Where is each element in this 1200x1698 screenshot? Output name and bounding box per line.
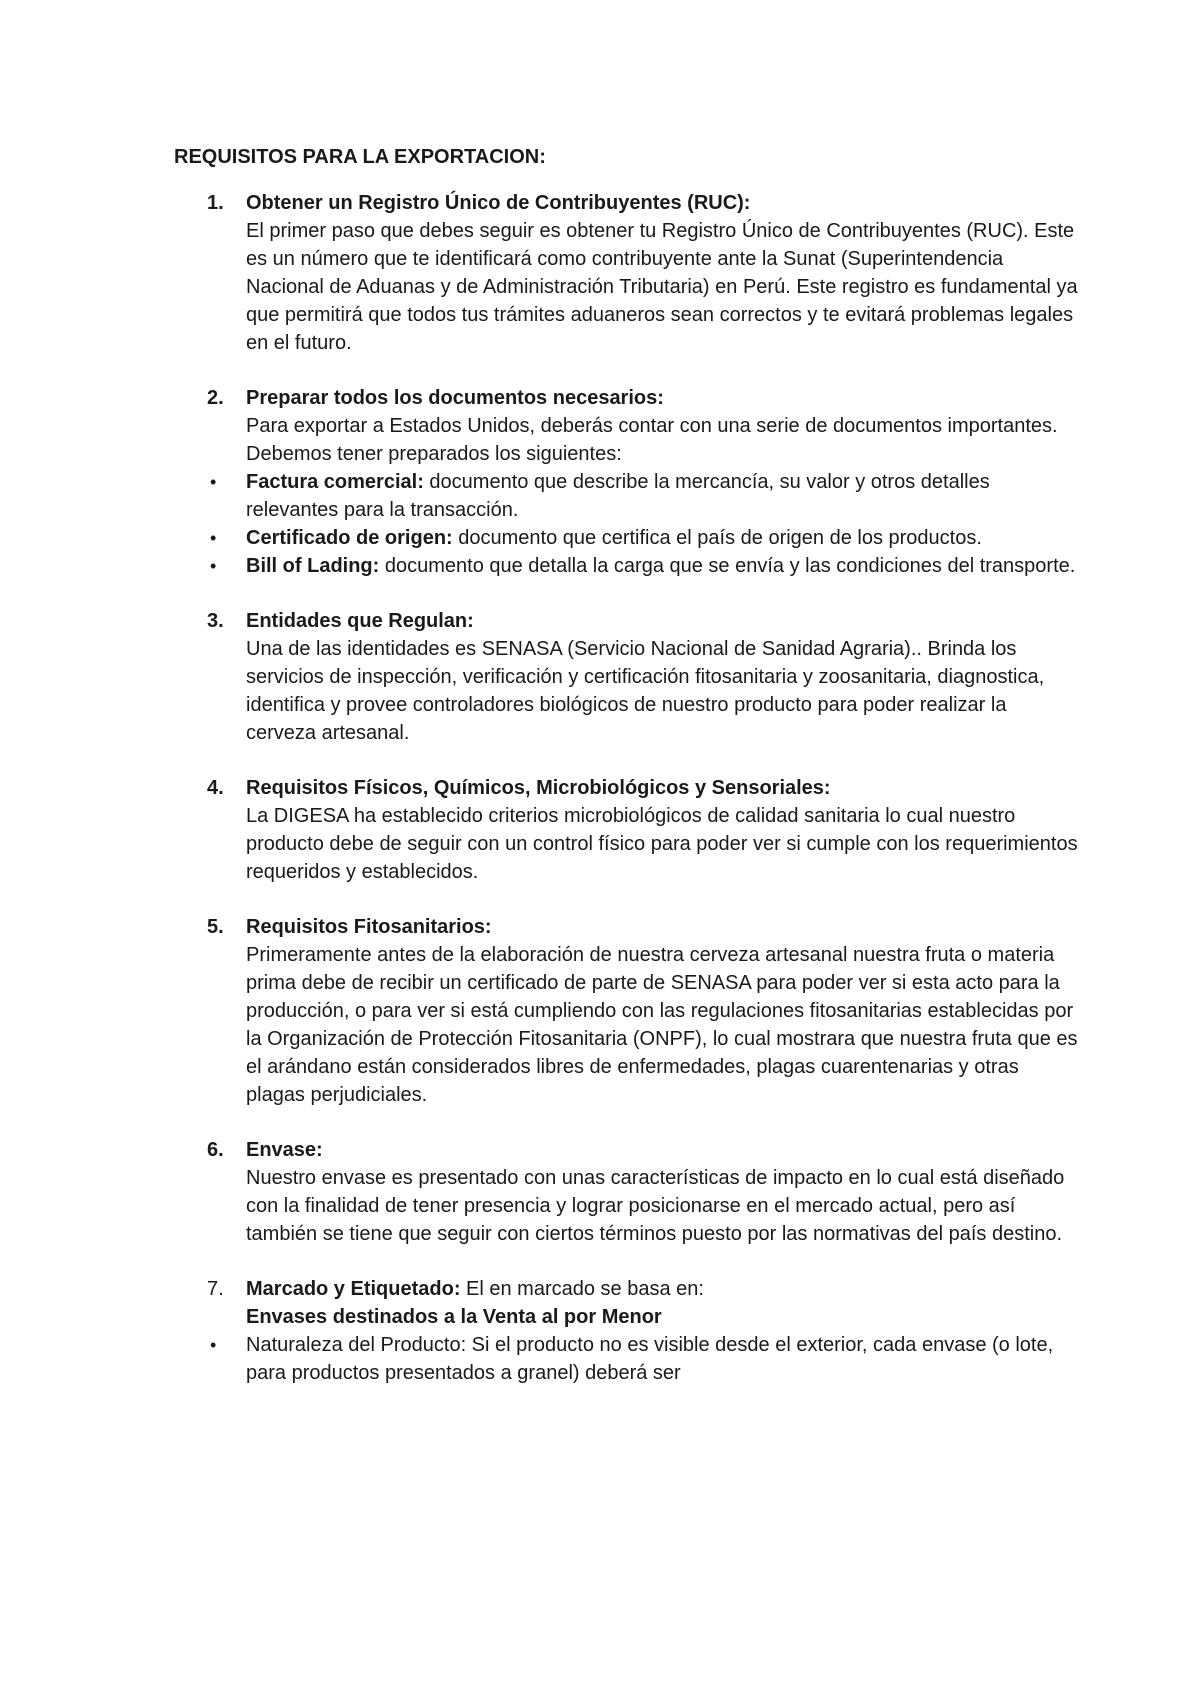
list-item-term: Certificado de origen: [246, 527, 453, 549]
list-item-term: Bill of Lading: [246, 555, 380, 577]
section-number: 4. [207, 777, 224, 799]
section-number: 2. [207, 387, 224, 409]
section-body: El primer paso que debes seguir es obtener tu Registro Único de Contribuyentes (RUC). Este es un número que te identificará como contribuyente ante la Sunat (Superintendencia Nacional de Aduanas y de Administración Tributaria) en Perú. Este registro es fundamental ya que permitirá que todos tus trámites aduaneros sean correctos y te evitará problemas legales en el futuro. [246, 220, 1078, 354]
bullet-icon: • [210, 528, 217, 548]
document-title: REQUISITOS PARA LA EXPORTACION: [174, 146, 546, 168]
section-heading: Requisitos Físicos, Químicos, Microbiológicos y Sensoriales: [246, 777, 831, 799]
section-heading: Obtener un Registro Único de Contribuyentes (RUC): [246, 192, 751, 214]
section-body: Nuestro envase es presentado con unas características de impacto en lo cual está diseñado con la finalidad de tener presencia y lograr posicionarse en el mercado actual, pero así también se tiene que seguir con ciertos términos puesto por las normativas del país destino. [246, 1167, 1065, 1245]
section-body: Para exportar a Estados Unidos, deberás contar con una serie de documentos importantes. Debemos tener preparados los siguientes: [246, 415, 1058, 465]
list-item [210, 468, 1080, 524]
section-7 [174, 1275, 1080, 1387]
section-number: 1. [207, 192, 224, 214]
section-6 [174, 1136, 1080, 1248]
section-heading: Preparar todos los documentos necesarios: [246, 387, 664, 409]
section-3 [174, 607, 1080, 747]
section-heading: Requisitos Fitosanitarios: [246, 916, 492, 938]
section-number: 3. [207, 610, 224, 632]
section-body: La DIGESA ha establecido criterios microbiológicos de calidad sanitaria lo cual nuestro producto debe de seguir con un control físico para poder ver si cumple con los requerimientos requeridos y establecidos. [246, 805, 1078, 883]
section-subheading: Envases destinados a la Venta al por Menor [246, 1306, 662, 1328]
section-heading: Entidades que Regulan: [246, 610, 474, 632]
bullet-icon: • [210, 556, 217, 576]
section-number: 6. [207, 1139, 224, 1161]
list-item [210, 1331, 1080, 1387]
section-body: Una de las identidades es SENASA (Servicio Nacional de Sanidad Agraria).. Brinda los servicios de inspección, verificación y certificación fitosanitaria y zoosanitaria, diagnostica, identifica y provee controladores biológicos de nuestro producto para poder realizar la cerveza artesanal. [246, 638, 1045, 744]
bullet-icon: • [210, 1335, 217, 1355]
list-item [210, 524, 1080, 552]
section-4 [174, 774, 1080, 886]
section-heading: Marcado y Etiquetado: [246, 1278, 461, 1300]
list-item-text: Naturaleza del Producto: Si el producto no es visible desde el exterior, cada envase (o lote, para productos presentados a granel) deberá ser [246, 1334, 1054, 1384]
section-body: Primeramente antes de la elaboración de nuestra cerveza artesanal nuestra fruta o materia prima debe de recibir un certificado de parte de SENASA para poder ver si esta acto para la producción, o para ver si está cumpliendo con las regulaciones fitosanitarias establecidas por la Organización de Protección Fitosanitaria (ONPF), lo cual mostrara que nuestra fruta que es el arándano están considerados libres de enfermedades, plagas cuarentenarias y otras plagas perjudiciales. [246, 944, 1078, 1106]
list-item-term: Factura comercial: [246, 471, 424, 493]
section-2 [174, 384, 1080, 580]
section-number: 5. [207, 916, 224, 938]
list-item-text: documento que certifica el país de origen de los productos. [452, 527, 982, 549]
section-number: 7. [207, 1278, 224, 1300]
section-1 [174, 189, 1080, 357]
list-item-text: documento que detalla la carga que se envía y las condiciones del transporte. [379, 555, 1076, 577]
section-5 [174, 913, 1080, 1109]
list-item [210, 552, 1080, 580]
bullet-icon: • [210, 472, 217, 492]
documents-list [174, 468, 1080, 580]
section-heading: Envase: [246, 1139, 323, 1161]
labeling-list [174, 1331, 1080, 1387]
list-item-text: documento que describe la mercancía, su valor y otros detalles relevantes para la transacción. [246, 471, 990, 521]
section-intro: El en marcado se basa en: [460, 1278, 704, 1300]
